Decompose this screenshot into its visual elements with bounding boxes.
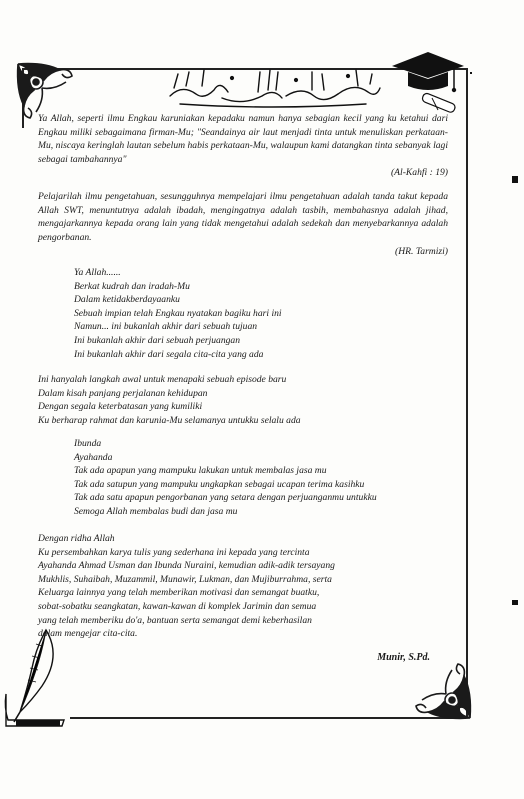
dedication-line: Dengan ridha Allah: [38, 533, 115, 544]
dedication-line: Ku persembahkan karya tulis yang sederhana ini kepada yang tercinta: [38, 546, 310, 558]
hadith-text: Pelajarilah ilmu pengetahuan, sesungguhnya mempelajari ilmu pengetahuan adalah tanda takut kepada Allah SWT, menuntutnya adalah ibadah, mengingatnya adalah tasbih, membahasnya adalah jihad, mengajarkannya kepada orang lain yang tidak mengetahui adalah sedekah dan menyebarkannya adalah pengorbanan.: [38, 191, 448, 243]
poem-line: Ini bukanlah akhir dari sebuah perjuangan: [74, 334, 241, 346]
dedication-line: Ayahanda Ahmad Usman dan Ibunda Nuraini, kemudian adik-adik tersayang: [38, 560, 335, 572]
scan-mark: [512, 600, 518, 605]
poem-line: Namun... ini bukanlah akhir dari sebuah tujuan: [74, 321, 258, 333]
poem-line: Sebuah impian telah Engkau nyatakan bagiku hari ini: [74, 307, 282, 319]
dedication-line: dalam mengejar cita-cita.: [38, 628, 138, 640]
opening-paragraph: [38, 112, 448, 166]
graduation-cap-icon: [388, 48, 468, 118]
poem-stanza-2: [38, 373, 448, 427]
dedication-line: Mukhlis, Suhaibah, Muzammil, Munawir, Lukman, dan Mujiburrahma, serta: [38, 573, 332, 585]
opening-text: Ya Allah, seperti ilmu Engkau karuniakan kepadaku namun hanya sebagian kecil yang ku ketahui dari Engkau miliki sebagaimana firman-Mu; "Seandainya air laut menjadi tinta untuk menuliskan perkataan-Mu, niscaya keringlah lautan sebelum habis perkataan-Mu, walaupun kami datangkan tinta sebanyak lagi sebagai tambahannya": [38, 113, 448, 165]
hadith-paragraph: [38, 190, 448, 244]
poem-line: Tak ada apapun yang mampuku lakukan untuk membalas jasa mu: [74, 465, 327, 477]
signature: Munir, S.Pd.: [377, 652, 430, 663]
poem-line: Ini bukanlah akhir dari segala cita-cita yang ada: [74, 348, 264, 360]
poem-line: Dalam kisah panjang perjalanan kehidupan: [38, 387, 208, 399]
poem-line: Ibunda: [74, 438, 102, 449]
poem-line: Berkat kudrah dan iradah-Mu: [74, 280, 190, 292]
poem-line: Dalam ketidakberdayaanku: [74, 294, 180, 306]
dedication-line: Keluarga lainnya yang telah memberikan motivasi dan semangat buatku,: [38, 587, 320, 599]
poem-line: Ini hanyalah langkah awal untuk menapaki sebuah episode baru: [38, 374, 287, 385]
dedication-line: yang telah memberiku do'a, bantuan serta semangat demi keberhasilan: [38, 614, 312, 626]
poem-line: Ya Allah......: [74, 267, 121, 278]
scan-mark: [470, 72, 472, 74]
poem-line: Ku berharap rahmat dan karunia-Mu selamanya untukku selalu ada: [38, 414, 301, 426]
frame-bottom-line: [70, 717, 466, 719]
quill-pen-icon: [2, 626, 70, 730]
opening-reference: (Al-Kahfi : 19): [390, 167, 448, 178]
dedication-line: sobat-sobatku seangkatan, kawan-kawan di komplek Jarimin dan semua: [38, 600, 317, 612]
poem-stanza-3: [38, 437, 484, 519]
frame-right-line: [466, 68, 468, 718]
poem-stanza-1: [38, 266, 484, 361]
poem-line: Semoga Allah membalas budi dan jasa mu: [74, 505, 238, 517]
poem-line: Tak ada satupun yang mampuku ungkapkan sebagai ucapan terima kasihku: [74, 478, 365, 490]
scan-mark: [512, 176, 518, 183]
basmala-calligraphy: [162, 66, 384, 110]
hadith-reference: (HR. Tarmizi): [395, 246, 448, 257]
diploma-scroll-icon: [421, 92, 456, 113]
dedication-paragraph: [38, 532, 448, 641]
corner-ornament-bottom-right: [412, 660, 474, 722]
poem-line: Ayahanda: [74, 451, 113, 463]
poem-line: Dengan segala keterbatasan yang kumiliki: [38, 401, 203, 413]
poem-line: Tak ada satu apapun pengorbanan yang setara dengan perjuanganmu untukku: [74, 492, 377, 504]
